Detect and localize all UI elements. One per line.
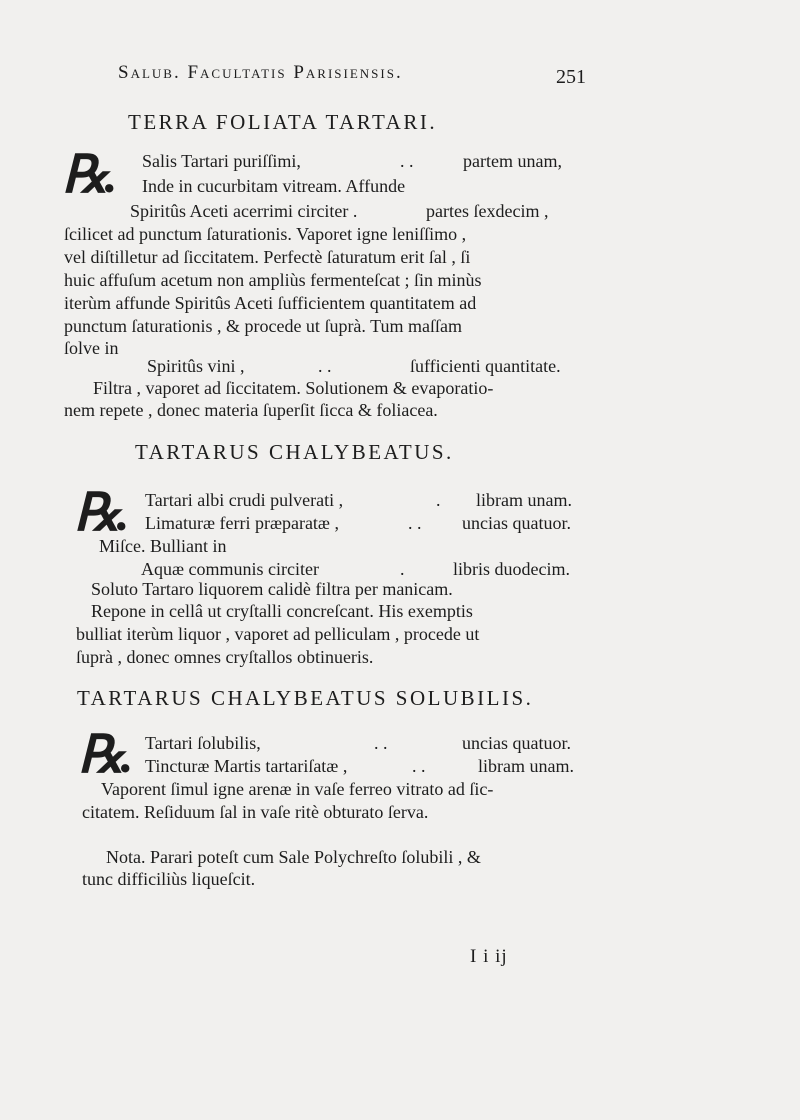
text-line: ſcilicet ad punctum ſaturationis. Vaporet igne leniſſimo , (64, 224, 467, 244)
section-title-terra-foliata: TERRA FOLIATA TARTARI. (128, 110, 438, 134)
ingredient-dots: . (436, 490, 441, 510)
ingredient-name: Limaturæ ferri præparatæ , (145, 513, 339, 533)
ingredient-name: Spiritûs Aceti acerrimi circiter . (130, 201, 358, 221)
ingredient-name: Tincturæ Martis tartariſatæ , (145, 756, 348, 776)
text-line: Vaporent ſimul igne arenæ in vaſe ferreo vitrato ad ſic- (101, 779, 494, 799)
text-line: Inde in cucurbitam vitream. Affunde (142, 176, 406, 196)
text-line: nem repete , donec materia ſuperſit ſicca & foliacea. (64, 400, 438, 420)
ingredient-amount: ſufficienti quantitate. (410, 356, 561, 376)
running-title: Salub. Facultatis Parisiensis. (118, 62, 403, 83)
recipe-symbol: ℞. (78, 727, 130, 784)
ingredient-amount: libris duodecim. (453, 559, 570, 579)
ingredient-dots: . . (318, 356, 332, 376)
nota-line: tunc difficiliùs liqueſcit. (82, 869, 256, 889)
recipe-symbol: ℞. (62, 147, 114, 204)
ingredient-amount: libram unam. (476, 490, 572, 510)
ingredient-dots: . (400, 559, 405, 579)
ingredient-dots: . . (412, 756, 426, 776)
signature-mark: I i ij (470, 946, 508, 967)
ingredient-name: Tartari ſolubilis, (145, 733, 261, 753)
text-line: ſolve in (64, 338, 119, 358)
section-title-tartarus-chalybeatus: TARTARUS CHALYBEATUS. (135, 440, 454, 464)
ingredient-dots: . . (400, 151, 414, 171)
text-line: citatem. Reſiduum ſal in vaſe ritè obturato ſerva. (82, 802, 429, 822)
page-number: 251 (556, 66, 586, 88)
text-line: punctum ſaturationis , & procede ut ſuprà. Tum maſſam (64, 316, 462, 336)
section-title-tartarus-chalybeatus-solubilis: TARTARUS CHALYBEATUS SOLUBILIS. (77, 686, 534, 710)
text-line: bulliat iterùm liquor , vaporet ad pelliculam , procede ut (76, 624, 480, 644)
ingredient-name: Aquæ communis circiter (141, 559, 319, 579)
text-line: iterùm affunde Spiritûs Aceti ſufficientem quantitatem ad (64, 293, 477, 313)
ingredient-name: Salis Tartari puriſſimi, (142, 151, 301, 171)
ingredient-amount: uncias quatuor. (462, 513, 571, 533)
text-line: vel diſtilletur ad ſiccitatem. Perfectè ſaturatum erit ſal , ſi (64, 247, 471, 267)
text-line: huic affuſum acetum non ampliùs fermenteſcat ; ſin minùs (64, 270, 482, 290)
recipe-symbol: ℞. (74, 485, 126, 542)
ingredient-amount: libram unam. (478, 756, 574, 776)
text-line: ſuprà , donec omnes cryſtallos obtinueris. (76, 647, 374, 667)
text-line: Soluto Tartaro liquorem calidè filtra per manicam. (91, 579, 453, 599)
ingredient-dots: . . (408, 513, 422, 533)
ingredient-name: Tartari albi crudi pulverati , (145, 490, 344, 510)
ingredient-dots: . . (374, 733, 388, 753)
ingredient-name: Spiritûs vini , (147, 356, 245, 376)
ingredient-amount: partes ſexdecim , (426, 201, 549, 221)
text-line: Filtra , vaporet ad ſiccitatem. Solutionem & evaporatio- (93, 378, 494, 398)
nota-line: Nota. Parari poteſt cum Sale Polychreſto ſolubili , & (106, 847, 481, 867)
ingredient-amount: uncias quatuor. (462, 733, 571, 753)
text-line: Repone in cellâ ut cryſtalli concreſcant. His exemptis (91, 601, 473, 621)
ingredient-amount: partem unam, (463, 151, 562, 171)
text-line: Miſce. Bulliant in (99, 536, 227, 556)
